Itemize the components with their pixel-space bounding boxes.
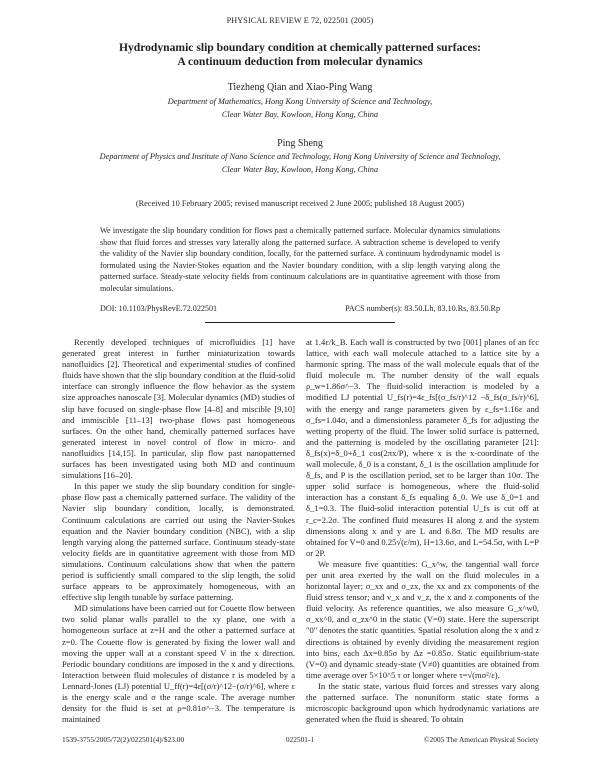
paragraph: In this paper we study the slip boundary condition for single-phase flow past a chemically patterned surface. The validity of the Navier slip boundary condition, locally, is demonstrated. Continuum calculations are carried out using the Navier-Stokes equation and the Navier boundary condition (NBC), with a slip length varying along the patterned surface. Continuum steady-state velocity fields are in quantitative agreement with those from MD simulations. Continuum calculations show that when the pattern period is sufficiently small compared to the slip length, the solid surface appears to be approximately homogeneous, with an effective slip length tunable by surface patterning.: [62, 481, 295, 603]
affiliation-1: [40, 96, 560, 121]
running-head: PHYSICAL REVIEW E 72, 022501 (2005): [226, 16, 374, 25]
doi-link[interactable]: 10.1103/PhysRevE.72.022501: [118, 304, 218, 313]
affiliation-line: Clear Water Bay, Kowloon, Hong Kong, China: [221, 164, 379, 174]
affiliation-line: Clear Water Bay, Kowloon, Hong Kong, China: [221, 109, 379, 119]
paragraph: MD simulations have been carried out for Couette flow between two solid planar walls parallel to the xy plane, one with a homogeneous surface at z=H and the other a patterned surface at z=0. The Couette flow is generated by fixing the lower wall and moving the upper wall at a constant speed V in the x direction. Periodic boundary conditions are imposed in the x and y directions. Interaction between fluid molecules of distance r is modeled by a Lennard-Jones (LJ) potential U_ff(r)=4ε[(σ/r)^12−(σ/r)^6], where ε is the energy scale and σ the range scale. The average number density for the fluid is set at ρ=0.81σ^−3. The temperature is maintained: [62, 603, 295, 725]
paragraph: at 1.4ε/k_B. Each wall is constructed by two [001] planes of an fcc lattice, with each wall molecule attached to a lattice site by a harmonic spring. The mass of the wall molecule equals that of the fluid molecule m. The number density of the wall equals ρ_w=1.86σ^−3. The fluid-solid interaction is modeled by a modified LJ potential U_fs(r)=4ε_fs[(σ_fs/r)^12 −δ_fs(σ_fs/r)^6], with the energy and range parameters given by ε_fs=1.16ε and σ_fs=1.04σ, and a dimensionless parameter δ_fs for adjusting the wetting property of the fluid. The lower solid surface is patterned, and the patterning is modeled by the oscillating parameter [21]: δ_fs(x)=δ_0+δ_1 cos(2πx/P), where x is the x-coordinate of the wall molecule, δ_0 is a constant, δ_1 is the oscillation amplitude for δ_fs, and P is the oscillation period, set to be larger than 10σ. The upper solid surface is homogeneous, where the fluid-solid interaction has a constant δ_fs equaling δ_0. We use δ_0=1 and δ_1=0.3. The fluid-solid interaction potential U_fs is cut off at r_c=2.2σ. The confined fluid measures H along z and the system dimensions along x and y are L and 6.8σ. The MD results are obtained for V=0 and 0.25√(ε/m), H=13.6σ, and L=54.5σ, with L=P or 2P.: [306, 337, 539, 558]
paragraph: We measure five quantities: G_x^w, the tangential wall force per unit area exerted by the wall on the fluid molecules in a horizontal layer; σ_xx and σ_zx, the xx and zx components of the fluid stress tensor; and v_x and v_z, the x and z components of the fluid velocity. As reference quantities, we also measure G_x^w0, σ_xx^0, and σ_zx^0 in the static (V=0) state. Here the superscript "0" denotes the static quantities. Spatial resolution along the x and z directions is obtained by evenly dividing the measurement region into bins, each Δx=0.85σ by Δz =0.85σ. Static equilibrium-state (V=0) and dynamic steady-state (V≠0) quantities are obtained from time average over 5×10^5 τ or longer where τ=√(mσ²/ε).: [306, 558, 539, 680]
paragraph: In the static state, various fluid forces and stresses vary along the patterned surface. The nonuniform static state forms a microscopic background upon which hydrodynamic variations are generated when the fluid is sheared. To obtain: [306, 680, 539, 725]
affiliation-line: Department of Physics and Institute of Nano Science and Technology, Hong Kong University of Science and Technology,: [99, 152, 501, 161]
footer-issn: 1539-3755/2005/72(2)/022501(4)/$23.00: [62, 735, 185, 744]
received-dates: (Received 10 February 2005; revised manuscript received 2 June 2005; published 18 August 2005): [135, 199, 465, 208]
authors-group-1: Tiezheng Qian and Xiao-Ping Wang: [227, 82, 373, 93]
paper-title: [60, 41, 540, 69]
section-divider: [205, 322, 395, 323]
footer-page-number: 022501-1: [285, 735, 315, 744]
abstract: We investigate the slip boundary condition for flows past a chemically patterned surface. Molecular dynamics simulations show that fluid forces and stresses vary laterally along the patterned surface. A subtraction scheme is developed to verify the validity of the Navier slip boundary condition, locally, for the patterned surface. A continuum hydrodynamic model is formulated using the Navier-Stokes equation and the Navier boundary condition, with a slip length varying along the patterned surface. Steady-state velocity fields from continuum calculations are in quantitative agreement with those from molecular simulations.: [100, 226, 500, 293]
body-column-left: [62, 337, 295, 725]
paragraph: Recently developed techniques of microfluidics [1] have generated great interest in further miniaturization towards nanofluidics [2]. Theoretical and experimental studies of confined fluids have shown that the slip boundary condition at the fluid-solid interface can strongly influence the flow behavior as the system size approaches nanoscale [3]. Molecular dynamics (MD) studies of slip have focused on single-phase flow [4–8] and miscible [9,10] and immiscible [11–13] two-phase flows past homogeneous surfaces. On the other hand, chemically patterned surfaces have generated interest in novel control of flow in micro- and nanofluidics [14,15]. In particular, slip flow past nanopatterned surfaces has been investigated using both MD and continuum simulations [16–20].: [62, 337, 295, 481]
affiliation-line: Department of Mathematics, Hong Kong University of Science and Technology,: [167, 97, 433, 106]
doi-line: [100, 304, 217, 313]
body-column-right: [306, 337, 539, 725]
affiliation-2: [40, 151, 560, 176]
doi-label: DOI:: [100, 304, 117, 313]
pacs-numbers: PACS number(s): 83.50.Lh, 83.10.Rs, 83.50.Rp: [345, 304, 500, 313]
authors-group-2: Ping Sheng: [277, 138, 323, 149]
title-line: Hydrodynamic slip boundary condition at chemically patterned surfaces:: [118, 41, 482, 54]
footer-copyright: ©2005 The American Physical Society: [423, 735, 539, 744]
title-line: A continuum deduction from molecular dynamics: [177, 55, 423, 68]
